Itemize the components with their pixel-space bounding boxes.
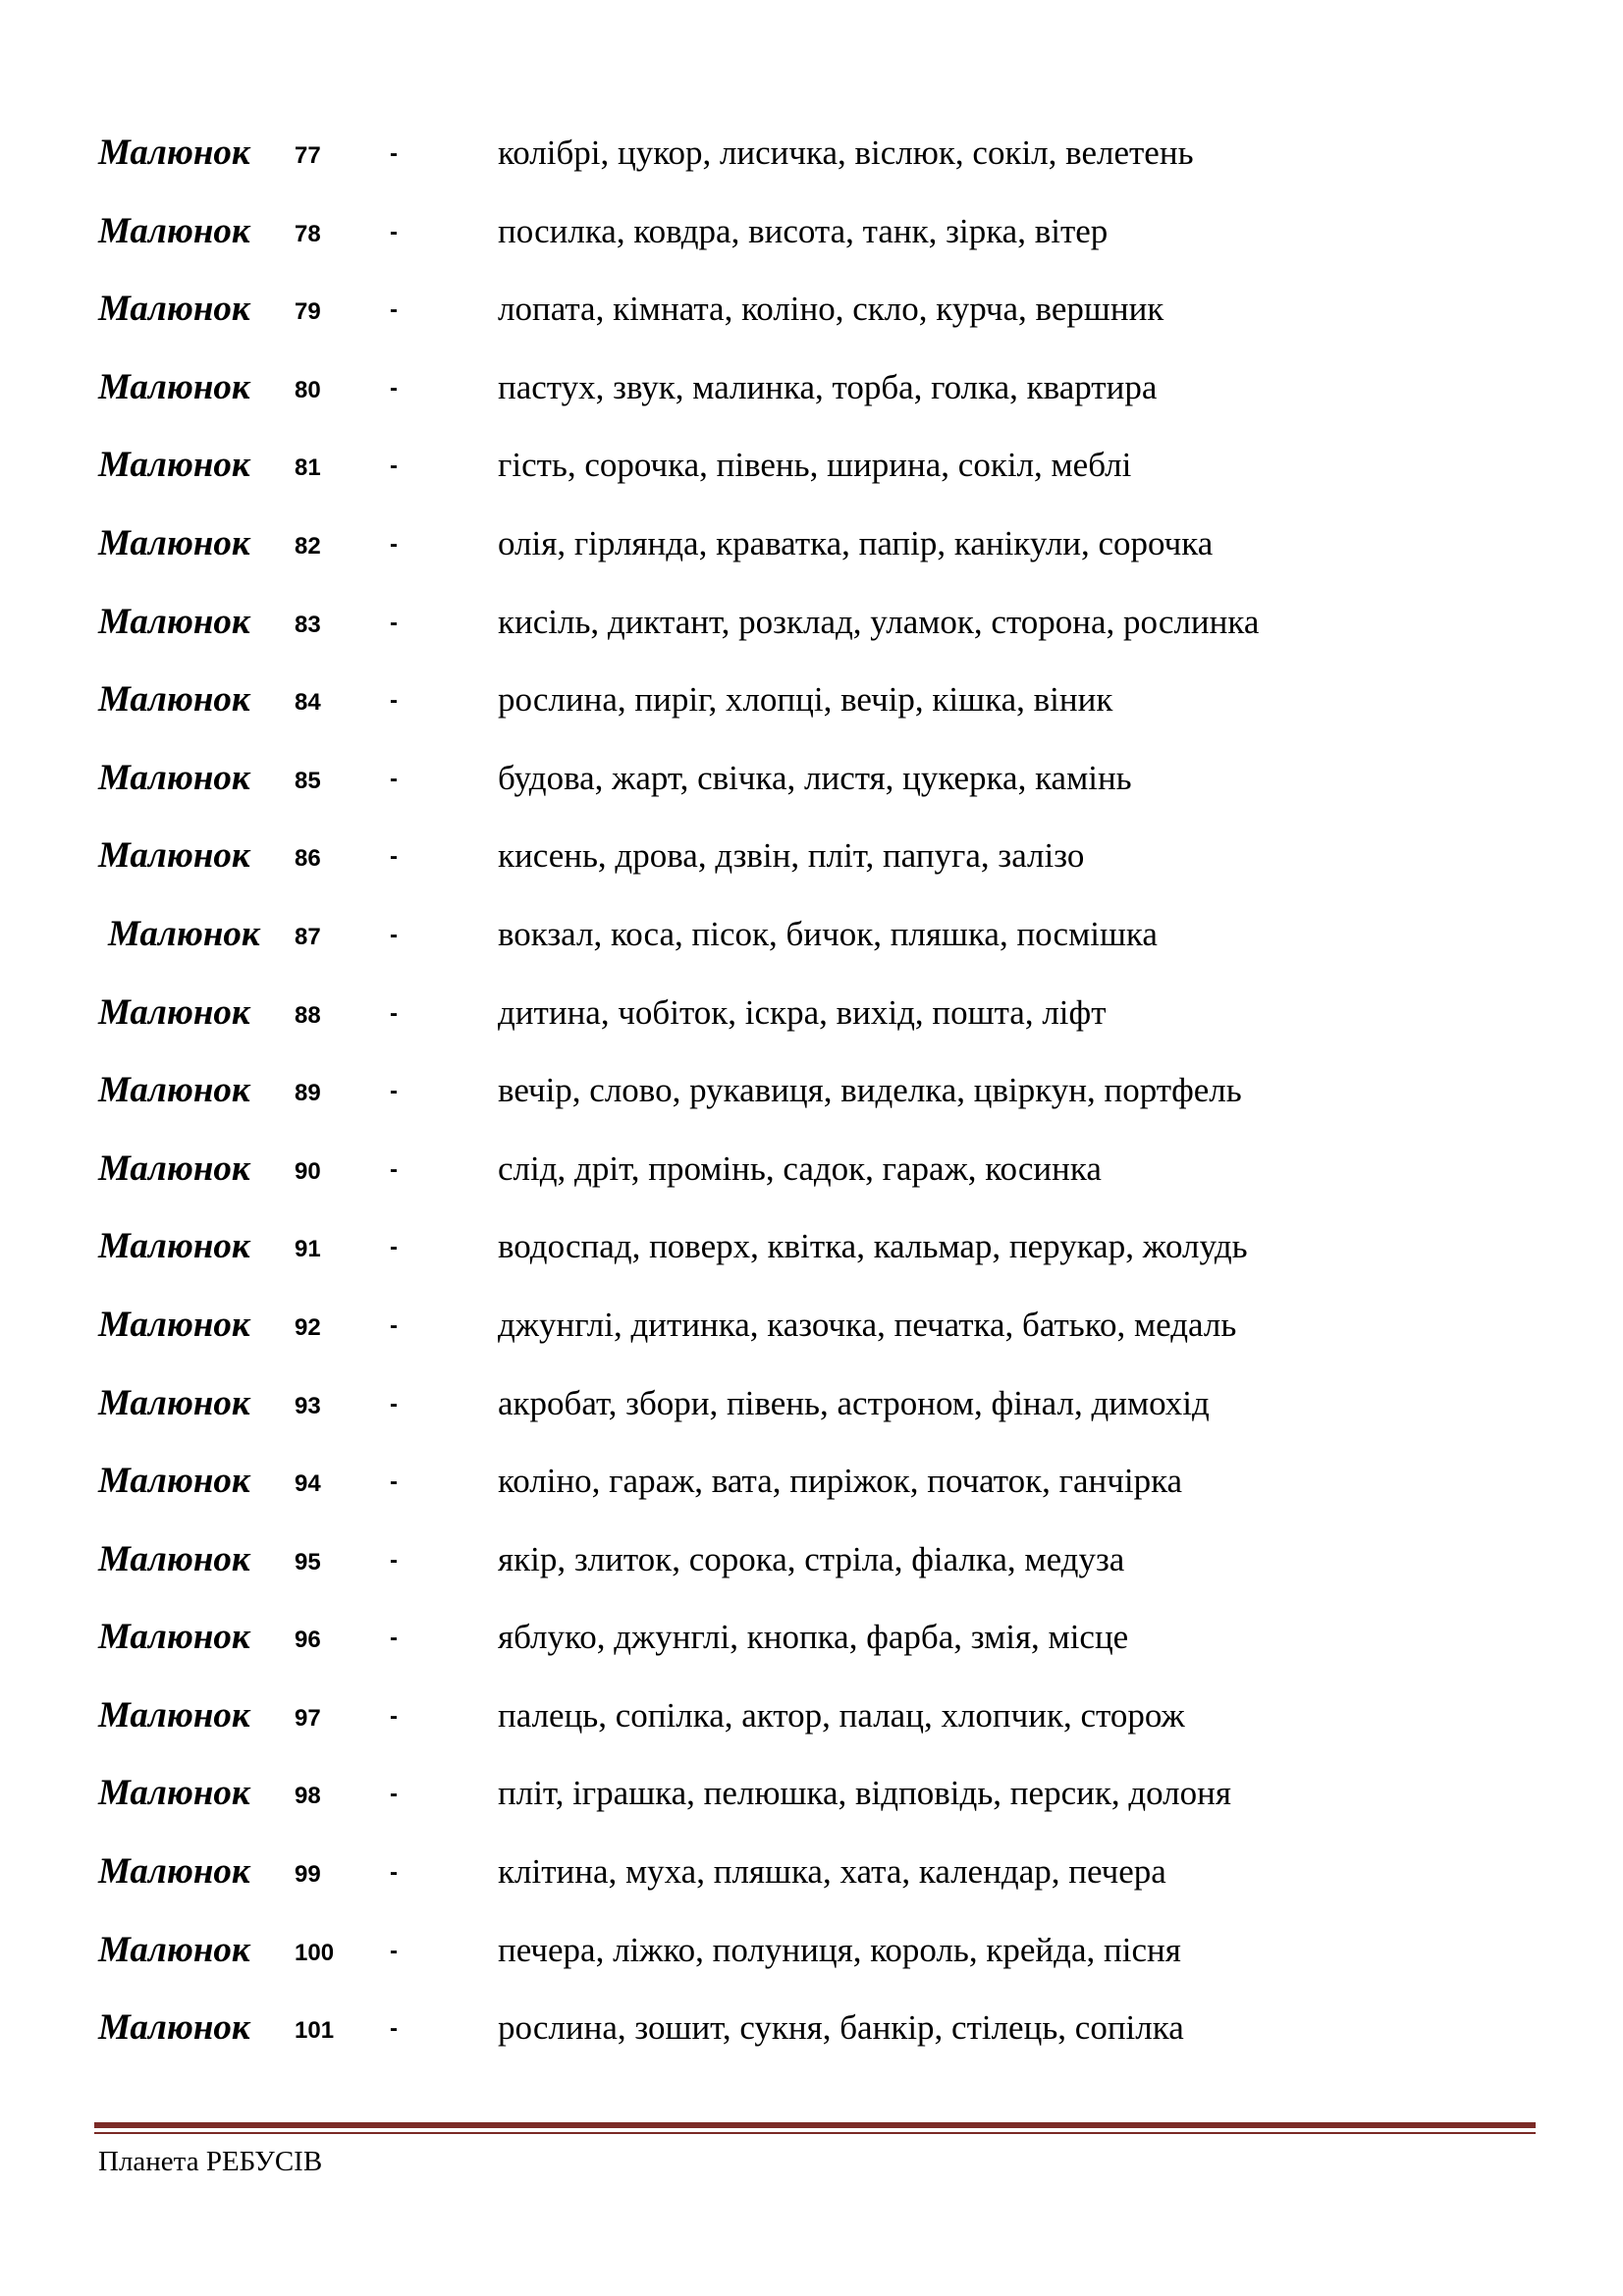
row-words: посилка, ковдра, висота, танк, зірка, вітер bbox=[498, 211, 1109, 250]
row-dash: - bbox=[390, 453, 398, 480]
list-item bbox=[0, 1532, 1623, 1611]
list-item bbox=[0, 1063, 1623, 1142]
row-number: 83 bbox=[295, 611, 321, 638]
row-number: 90 bbox=[295, 1157, 321, 1185]
row-dash: - bbox=[390, 1937, 398, 1964]
row-number: 80 bbox=[295, 376, 321, 403]
row-label: Малюнок bbox=[98, 366, 250, 407]
row-dash: - bbox=[390, 1390, 398, 1417]
row-label: Малюнок bbox=[98, 522, 250, 563]
row-number: 82 bbox=[295, 532, 321, 560]
row-words: кисень, дрова, дзвін, пліт, папуга, залізо bbox=[498, 836, 1085, 876]
row-number: 97 bbox=[295, 1704, 321, 1732]
row-dash: - bbox=[390, 1155, 398, 1183]
row-number: 86 bbox=[295, 845, 321, 873]
row-number: 99 bbox=[295, 1861, 321, 1889]
row-number: 96 bbox=[295, 1627, 321, 1654]
list-item bbox=[0, 1610, 1623, 1688]
list-item bbox=[0, 438, 1623, 516]
row-dash: - bbox=[390, 1078, 398, 1105]
row-number: 84 bbox=[295, 689, 321, 717]
row-words: пастух, звук, малинка, торба, голка, квартира bbox=[498, 367, 1158, 406]
row-dash: - bbox=[390, 140, 398, 167]
row-words: водоспад, поверх, квітка, кальмар, перукар, жолудь bbox=[498, 1227, 1248, 1266]
list-item bbox=[0, 1688, 1623, 1767]
row-number: 98 bbox=[295, 1783, 321, 1810]
row-label: Малюнок bbox=[98, 1929, 250, 1970]
row-label: Малюнок bbox=[98, 1773, 250, 1814]
row-label: Малюнок bbox=[98, 1851, 250, 1893]
list-item bbox=[0, 1923, 1623, 2002]
row-label: Малюнок bbox=[98, 679, 250, 721]
footer-text: Планета РЕБУСІВ bbox=[98, 2146, 323, 2177]
row-words: олія, гірлянда, краватка, папір, канікули, сорочка bbox=[498, 523, 1214, 562]
row-label: Малюнок bbox=[98, 1461, 250, 1502]
list-item bbox=[0, 907, 1623, 986]
list-item bbox=[0, 1142, 1623, 1220]
row-words: акробат, збори, півень, астроном, фінал, димохід bbox=[498, 1383, 1210, 1422]
row-number: 77 bbox=[295, 142, 321, 169]
row-dash: - bbox=[390, 1781, 398, 1808]
footer-divider-thick bbox=[94, 2122, 1536, 2128]
row-words: клітина, муха, пляшка, хата, календар, печера bbox=[498, 1852, 1166, 1892]
row-dash: - bbox=[390, 296, 398, 324]
row-words: колібрі, цукор, лисичка, віслюк, сокіл, велетень bbox=[498, 133, 1194, 172]
list-item bbox=[0, 1844, 1623, 1923]
row-words: лопата, кімната, коліно, скло, курча, вершник bbox=[498, 290, 1164, 329]
row-label: Малюнок bbox=[98, 1538, 250, 1579]
row-dash: - bbox=[390, 609, 398, 636]
row-number: 85 bbox=[295, 767, 321, 794]
row-words: рослина, пиріг, хлопці, вечір, кішка, віник bbox=[498, 680, 1113, 720]
list-item bbox=[0, 1454, 1623, 1532]
list-item bbox=[0, 751, 1623, 829]
row-label: Малюнок bbox=[98, 835, 250, 877]
row-dash: - bbox=[390, 1468, 398, 1496]
row-dash: - bbox=[390, 687, 398, 715]
row-words: палець, сопілка, актор, палац, хлопчик, сторож bbox=[498, 1695, 1185, 1735]
row-words: пліт, іграшка, пелюшка, відповідь, персик, долоня bbox=[498, 1774, 1231, 1813]
row-words: дитина, чобіток, іскра, вихід, пошта, ліфт bbox=[498, 992, 1107, 1032]
row-dash: - bbox=[390, 530, 398, 558]
row-dash: - bbox=[390, 1625, 398, 1652]
row-number: 88 bbox=[295, 1001, 321, 1029]
row-words: печера, ліжко, полуниця, король, крейда, пісня bbox=[498, 1930, 1181, 1969]
row-label: Малюнок bbox=[98, 289, 250, 330]
row-label: Малюнок bbox=[98, 445, 250, 486]
list-item bbox=[0, 672, 1623, 751]
row-label: Малюнок bbox=[98, 1617, 250, 1658]
row-words: коліно, гараж, вата, пиріжок, початок, ганчірка bbox=[498, 1462, 1183, 1501]
row-label: Малюнок bbox=[98, 991, 250, 1033]
list-item bbox=[0, 1766, 1623, 1844]
row-words: вечір, слово, рукавиця, виделка, цвіркун, портфель bbox=[498, 1071, 1242, 1110]
row-dash: - bbox=[390, 374, 398, 401]
row-dash: - bbox=[390, 1702, 398, 1730]
row-dash: - bbox=[390, 1311, 398, 1339]
row-label: Малюнок bbox=[98, 1148, 250, 1189]
row-number: 89 bbox=[295, 1080, 321, 1107]
list-item bbox=[0, 595, 1623, 673]
row-dash: - bbox=[390, 1859, 398, 1887]
row-dash: - bbox=[390, 218, 398, 245]
row-label: Малюнок bbox=[98, 133, 250, 173]
row-number: 100 bbox=[295, 1939, 335, 1966]
row-words: гість, сорочка, півень, ширина, сокіл, меблі bbox=[498, 446, 1132, 485]
row-dash: - bbox=[390, 999, 398, 1027]
row-number: 92 bbox=[295, 1313, 321, 1341]
row-label: Малюнок bbox=[98, 1304, 250, 1345]
row-words: яблуко, джунглі, кнопка, фарба, змія, місце bbox=[498, 1618, 1129, 1657]
row-dash: - bbox=[390, 1234, 398, 1261]
row-dash: - bbox=[390, 1546, 398, 1574]
row-words: джунглі, дитинка, казочка, печатка, батько, медаль bbox=[498, 1305, 1237, 1344]
list-item bbox=[0, 1219, 1623, 1298]
row-number: 78 bbox=[295, 220, 321, 247]
list-item bbox=[0, 1298, 1623, 1376]
list-item bbox=[0, 282, 1623, 360]
list-item bbox=[0, 204, 1623, 283]
row-dash: - bbox=[390, 843, 398, 871]
footer-divider-thin bbox=[94, 2132, 1536, 2134]
row-label: Малюнок bbox=[98, 210, 250, 251]
list-item bbox=[0, 986, 1623, 1064]
row-label: Малюнок bbox=[98, 1070, 250, 1111]
row-words: вокзал, коса, пісок, бичок, пляшка, посмішка bbox=[498, 914, 1158, 953]
row-number: 79 bbox=[295, 298, 321, 326]
row-label: Малюнок bbox=[98, 1694, 250, 1735]
row-number: 91 bbox=[295, 1236, 321, 1263]
row-label: Малюнок bbox=[98, 1382, 250, 1423]
rebus-answer-list bbox=[0, 126, 1623, 2079]
row-dash: - bbox=[390, 2015, 398, 2043]
row-label: Малюнок bbox=[108, 913, 260, 954]
row-number: 101 bbox=[295, 2017, 335, 2045]
row-number: 95 bbox=[295, 1548, 321, 1575]
row-words: якір, злиток, сорока, стріла, фіалка, медуза bbox=[498, 1539, 1125, 1578]
row-label: Малюнок bbox=[98, 601, 250, 642]
row-number: 81 bbox=[295, 454, 321, 482]
row-number: 93 bbox=[295, 1392, 321, 1419]
row-words: кисіль, диктант, розклад, уламок, сторона, рослинка bbox=[498, 602, 1260, 641]
list-item bbox=[0, 126, 1623, 204]
list-item bbox=[0, 2001, 1623, 2079]
row-label: Малюнок bbox=[98, 757, 250, 798]
list-item bbox=[0, 1376, 1623, 1455]
row-dash: - bbox=[390, 765, 398, 792]
list-item bbox=[0, 516, 1623, 595]
row-number: 94 bbox=[295, 1470, 321, 1498]
row-words: рослина, зошит, сукня, банкір, стілець, сопілка bbox=[498, 2008, 1184, 2048]
row-number: 87 bbox=[295, 923, 321, 950]
row-label: Малюнок bbox=[98, 2007, 250, 2049]
row-words: будова, жарт, свічка, листя, цукерка, камінь bbox=[498, 758, 1132, 797]
row-dash: - bbox=[390, 921, 398, 948]
row-words: слід, дріт, промінь, садок, гараж, косинка bbox=[498, 1148, 1102, 1188]
list-item bbox=[0, 828, 1623, 907]
row-label: Малюнок bbox=[98, 1226, 250, 1267]
list-item bbox=[0, 360, 1623, 439]
